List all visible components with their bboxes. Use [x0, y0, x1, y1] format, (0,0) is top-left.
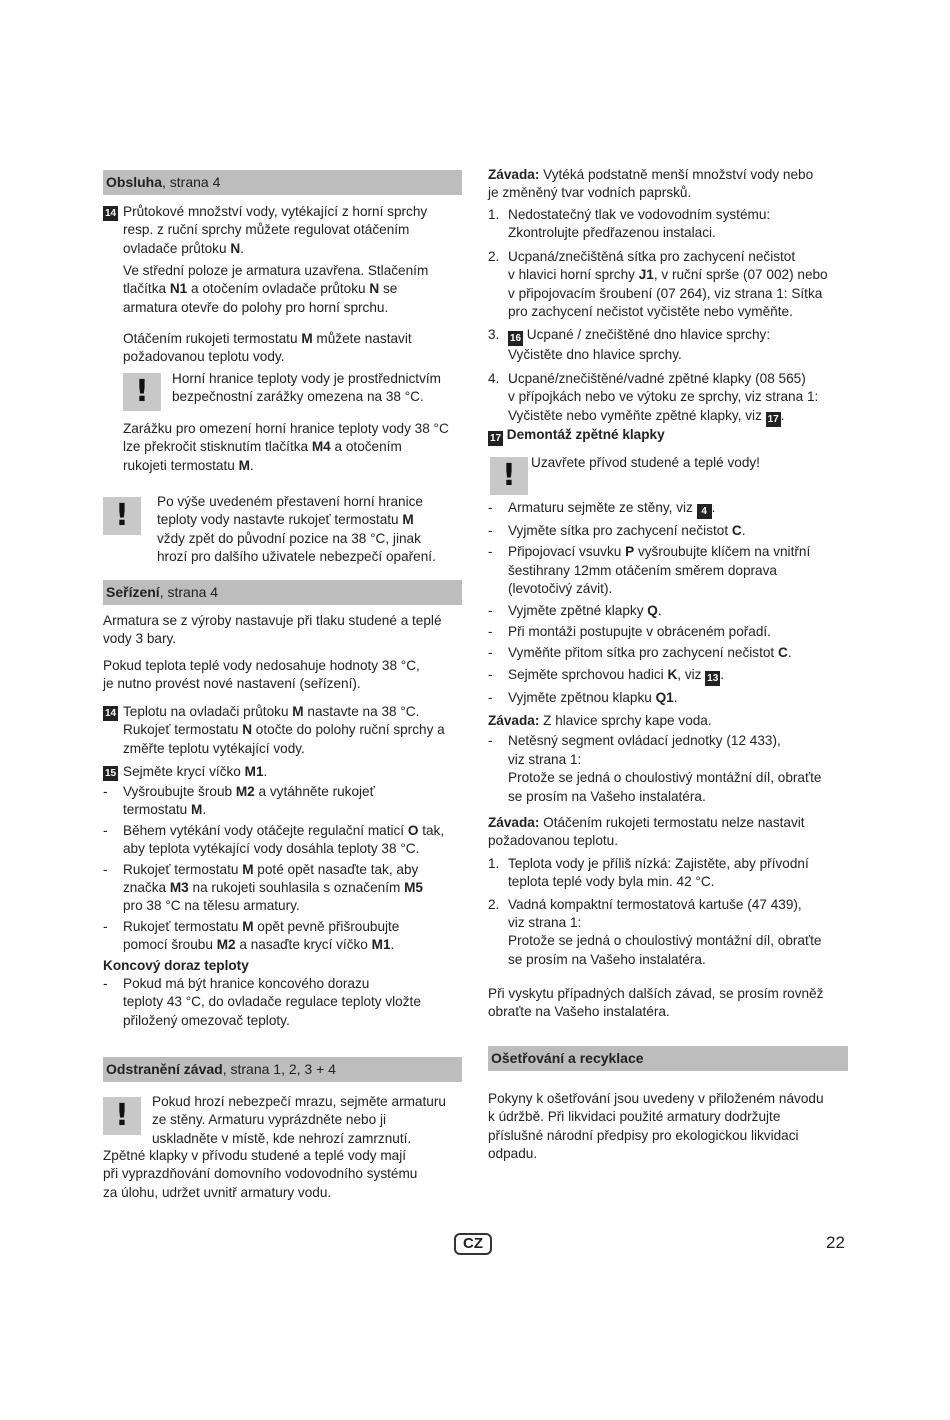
list-item: - Vyjměte sítka pro zachycení nečistot C. [488, 523, 746, 538]
list-item: - Rukojeť termostatu M opět pevně přišroubujte pomocí šroubu M2 a nasaďte krycí víčko M1. [103, 918, 400, 953]
figure-ref-badge: 16 [509, 333, 522, 345]
list-item: 1. Teplota vody je příliš nízká: Zajistěte, aby přívodní teplota teplé vody byla min. 42 °C. [488, 855, 809, 890]
list-item: - Netěsný segment ovládací jednotky (12 433), viz strana 1: Protože se jedná o choulostivý montážní díl, obraťte se prosím na Vašeho instalatéra. [488, 733, 822, 804]
warning-icon: ! [103, 1097, 141, 1135]
serizeni-step-14: 14 Teplotu na ovladači průtoku M nastavte na 38 °C. Rukojeť termostatu N otočte do polohy ruční sprchy a změřte teplotu vytékající vody. [104, 704, 445, 756]
list-item: - Během vytékání vody otáčejte regulační maticí O tak, aby teplota vytékající vody dosáhla teploty 38 °C. [103, 822, 445, 857]
figure-ref-badge: 14 [104, 208, 117, 219]
list-item: - Sejměte sprchovou hadici K, viz 13 . [488, 666, 724, 684]
warning-text-limit: Horní hranice teploty vody je prostřednictvím bezpečnostní zarážky omezena na 38 °C. [172, 371, 441, 405]
warning-icon: ! [103, 497, 141, 535]
list-item: - Vyšroubujte šroub M2 a vytáhněte rukojeť termostatu M. [103, 784, 375, 818]
warning-text-frost: Pokud hrozí nebezpečí mrazu, sejměte armaturu ze stěny. Armaturu vyprázdněte nebo ji uskladněte v místě, kde nehrozí zamrznutí. [152, 1094, 446, 1146]
list-item: - Armaturu sejměte ze stěny, viz 4 . [488, 500, 716, 517]
section-header-serizeni: Seřízení, strana 4 [103, 580, 462, 605]
fault-1: Závada: Vytéká podstatně menší množství vody nebo je změněný tvar vodních paprsků. [488, 167, 814, 201]
subheading-koncovy: Koncový doraz teploty [103, 957, 249, 973]
warning-icon: ! [123, 373, 161, 411]
figure-ref-badge: 14 [104, 708, 117, 719]
list-item: 2. Ucpaná/znečištěná sítka pro zachycení nečistot v hlavici horní sprchy J1, v ruční sprše (07 002) nebo v připojovacím šroubení (07 264), viz strana 1: Sítka pro zachycení nečistot vyčistěte nebo vyměňte. [488, 248, 828, 320]
figure-ref-badge: 4 [697, 504, 712, 519]
fault-1-list [488, 206, 848, 427]
figure-ref-badge: 15 [104, 768, 117, 779]
fault-3: Závada: Otáčením rukojeti termostatu nelze nastavit požadovanou teplotu. 1. Teplota vody je příliš nízká: Zajistěte, aby přívodní teplota teplé vody byla min. 42 °C. 2. Vadná kompaktní termostatová kartuše (47 439), viz strana 1: Protože se jedná o choulostivý montážní díl, obraťte se prosím na Vašeho instalatéra. [488, 814, 848, 969]
warning-icon: ! [490, 457, 528, 495]
demontaz-dash-list [488, 499, 848, 707]
fault-other: Při vyskytu případných dalších závad, se prosím rovněž obraťte na Vašeho instalatéra. [488, 986, 824, 1020]
obsluha-paragraph-open: Ve střední poloze je armatura uzavřena. Stlačením tlačítka N1 a otočením ovladače průtoku N se armatura otevře do polohy pro horní sprchu. [123, 263, 429, 315]
serizeni-dash-list [103, 783, 462, 1030]
osetrovani-paragraph: Pokyny k ošetřování jsou uvedeny v přiloženém návodu k údržbě. Při likvidaci použité armatury dodržujte příslušné národní předpisy pro ekologickou likvidaci odpadu. [488, 1091, 824, 1162]
serizeni-step-15: 15 Sejměte krycí víčko M1. [104, 764, 268, 779]
list-item: 3. 16 Ucpané / znečištěné dno hlavice sprchy: Vyčistěte dno hlavice sprchy. [488, 327, 771, 363]
list-item: - Vyměňte přitom sítka pro zachycení nečistot C. [488, 645, 792, 661]
list-item: 2. Vadná kompaktní termostatová kartuše (47 439), viz strana 1: Protože se jedná o choulostivý montážní díl, obraťte se prosím na Vašeho instalatéra. [488, 896, 822, 967]
list-item: 1. Nedostatečný tlak ve vodovodním systému: Zkontrolujte předřazenou instalaci. [488, 207, 771, 241]
warning-text-reset: Po výše uvedeném přestavení horní hranice teploty vody nastavte rukojeť termostatu M vždy zpět do původní pozice na 38 °C, jinak hrozí pro dalšího uživatele nebezpečí opaření. [157, 494, 436, 565]
section-header-obsluha: Obsluha, strana 4 [103, 170, 462, 195]
list-item: - Vyjměte zpětné klapky Q. [488, 602, 662, 618]
warning-text-close-supply: Uzavřete přívod studené a teplé vody! [531, 455, 760, 470]
section-header-odstraneni: Odstranění závad, strana 1, 2, 3 + 4 [103, 1057, 462, 1082]
page-number: 22 [826, 1233, 845, 1252]
obsluha-paragraph-stop: Zarážku pro omezení horní hranice teploty vody 38 °C lze překročit stisknutím tlačítka M4 a otočením rukojeti termostatu M. [123, 421, 449, 473]
subheading-demontaz: 17 Demontáž zpětné klapky [489, 427, 665, 444]
list-item: - Připojovací vsuvku P vyšroubujte klíčem na vnitřní šestihrany 12mm otáčením směrem doprava (levotočivý závit). [488, 544, 811, 597]
figure-ref-badge: 17 [767, 413, 779, 425]
country-code-badge: CZ [454, 1233, 492, 1255]
fault-2: Závada: Z hlavice sprchy kape voda. - Netěsný segment ovládací jednotky (12 433), viz strana 1: Protože se jedná o choulostivý montážní díl, obraťte se prosím na Vašeho instalatéra. [488, 712, 848, 806]
serizeni-paragraph-factory: Armatura se z výroby nastavuje při tlaku studené a teplé vody 3 bary. [103, 613, 442, 647]
serizeni-paragraph-temp: Pokud teplota teplé vody nedosahuje hodnoty 38 °C, je nutno provést nové nastavení (seřízení). [103, 658, 420, 692]
section-header-osetrovani: Ošetřování a recyklace [488, 1046, 848, 1071]
list-item: - Vyjměte zpětnou klapku Q1. [488, 689, 678, 705]
obsluha-paragraph-thermostat: Otáčením rukojeti termostatu M můžete nastavit požadovanou teplotu vody. [123, 331, 412, 365]
list-item: - Rukojeť termostatu M poté opět nasaďte tak, aby značka M3 na rukojeti souhlasila s označením M5 pro 38 °C na tělesu armatury. [103, 861, 423, 914]
odstraneni-paragraph: Zpětné klapky v přívodu studené a teplé vody mají při vyprazdňování domovního vodovodního systému za úlohu, udržet uvnitř armatury vodu. [103, 1148, 418, 1200]
figure-ref-badge: 17 [489, 433, 502, 444]
figure-ref-badge: 13 [707, 672, 719, 684]
list-item: 4. Ucpané/znečištěné/vadné zpětné klapky (08 565) v přípojkách nebo ve výtoku ze sprchy, viz strana 1: Vyčistěte nebo vyměňte zpětné klapky, viz 17 . [488, 370, 819, 425]
list-item: - Pokud má být hranice koncového dorazu teploty 43 °C, do ovladače regulace teploty vložte přiložený omezovač teploty. [103, 976, 421, 1028]
obsluha-step-14: 14 Průtokové množství vody, vytékající z horní sprchy resp. z ruční sprchy můžete regulovat otáčením ovladače průtoku N. [104, 204, 428, 256]
list-item: - Při montáži postupujte v obráceném pořadí. [488, 624, 771, 640]
